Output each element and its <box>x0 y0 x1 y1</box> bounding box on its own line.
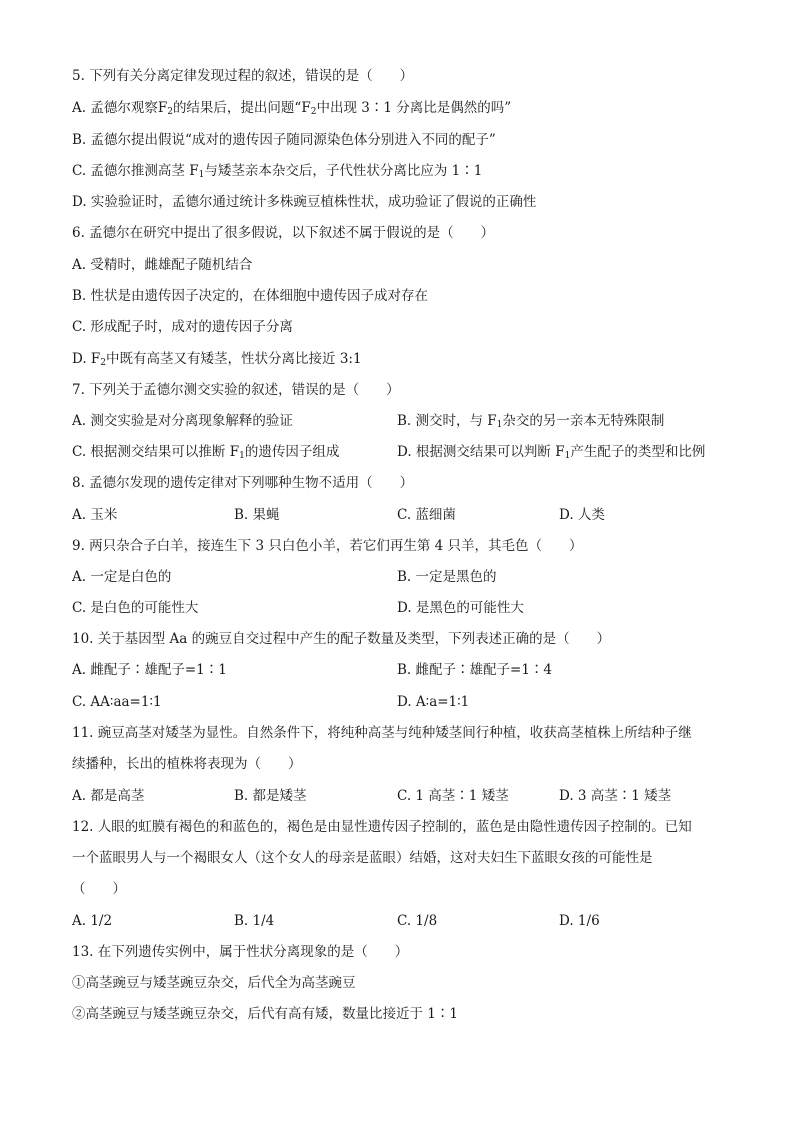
question-8-option-d: D. 人类 <box>559 507 605 523</box>
question-9-option-c: C. 是白色的可能性大 <box>72 600 199 616</box>
question-12-stem-line-2: 一个蓝眼男人与一个褐眼女人（这个女人的母亲是蓝眼）结婚，这对夫妇生下蓝眼女孩的可能性是 <box>72 850 653 866</box>
question-10-option-d: D. A∶a=1∶1 <box>397 694 470 710</box>
question-6-option-c: C. 形成配子时，成对的遗传因子分离 <box>72 319 293 335</box>
question-12-stem-line-3: （ ） <box>72 881 126 897</box>
question-5-option-c: C. 孟德尔推测高茎 $F_1$与矮茎亲本杂交后，子代性状分离比应为 1∶1 <box>72 163 483 180</box>
question-11-option-a: A. 都是高茎 <box>72 788 145 804</box>
question-7-option-b: B. 测交时，与 $F_1$杂交的另一亲本无特殊限制 <box>397 413 665 430</box>
question-10-option-b: B. 雌配子∶雄配子=1∶4 <box>397 662 552 678</box>
question-13-stem: 13. 在下列遗传实例中，属于性状分离现象的是（ ） <box>72 944 409 960</box>
question-12-option-a: A. 1/2 <box>72 913 113 929</box>
question-5-option-b: B. 孟德尔提出假说“成对的遗传因子随同源染色体分别进入不同的配子” <box>72 132 496 148</box>
question-10-option-a: A. 雌配子∶雄配子=1∶1 <box>72 662 227 678</box>
question-13-item-1: ①高茎豌豆与矮茎豌豆杂交，后代全为高茎豌豆 <box>72 975 356 991</box>
question-10-stem: 10. 关于基因型 Aa 的豌豆自交过程中产生的配子数量及类型，下列表述正确的是（ ） <box>72 631 611 647</box>
question-8-option-c: C. 蓝细菌 <box>397 507 456 523</box>
question-9-option-b: B. 一定是黑色的 <box>397 569 497 585</box>
question-12-stem-line-1: 12. 人眼的虹膜有褐色的和蓝色的，褐色是由显性遗传因子控制的，蓝色是由隐性遗传因子控制的。已知 <box>72 819 692 835</box>
question-11-option-d: D. 3 高茎∶1 矮茎 <box>559 788 672 804</box>
question-11-option-b: B. 都是矮茎 <box>234 788 307 804</box>
question-6-option-a: A. 受精时，雌雄配子随机结合 <box>72 257 253 273</box>
question-8-option-a: A. 玉米 <box>72 507 118 523</box>
question-12-option-b: B. 1/4 <box>234 913 275 929</box>
question-5-option-d: D. 实验验证时，孟德尔通过统计多株豌豆植株性状，成功验证了假说的正确性 <box>72 194 537 210</box>
question-9-stem: 9. 两只杂合子白羊，接连生下 3 只白色小羊，若它们再生第 4 只羊，其毛色（ ） <box>72 538 583 554</box>
question-11-option-c: C. 1 高茎∶1 矮茎 <box>397 788 509 804</box>
question-6-option-d: D. $F_2$中既有高茎又有矮茎，性状分离比接近 3:1 <box>72 351 362 368</box>
question-11-stem-line-2: 续播种，长出的植株将表现为（ ） <box>72 756 302 772</box>
question-10-option-c: C. AA∶aa=1∶1 <box>72 694 162 710</box>
question-5-stem: 5. 下列有关分离定律发现过程的叙述，错误的是（ ） <box>72 68 414 84</box>
question-13-item-2: ②高茎豌豆与矮茎豌豆杂交，后代有高有矮，数量比接近于 1∶1 <box>72 1006 458 1022</box>
question-12-option-d: D. 1/6 <box>559 913 600 929</box>
question-11-stem-line-1: 11. 豌豆高茎对矮茎为显性。自然条件下，将纯种高茎与纯种矮茎间行种植，收获高茎植株上所结种子继 <box>72 725 692 741</box>
question-7-option-a: A. 测交实验是对分离现象解释的验证 <box>72 413 293 429</box>
question-9-option-d: D. 是黑色的可能性大 <box>397 600 524 616</box>
question-8-stem: 8. 孟德尔发现的遗传定律对下列哪种生物不适用（ ） <box>72 475 414 491</box>
question-8-option-b: B. 果蝇 <box>234 507 280 523</box>
question-9-option-a: A. 一定是白色的 <box>72 569 172 585</box>
question-5-option-a: A. 孟德尔观察$F_2$的结果后，提出问题“$F_2$中出现 3∶1 分离比是偶然的吗” <box>72 100 512 117</box>
question-7-option-d: D. 根据测交结果可以判断 $F_1$产生配子的类型和比例 <box>397 444 706 461</box>
question-6-stem: 6. 孟德尔在研究中提出了很多假说，以下叙述不属于假说的是（ ） <box>72 225 495 241</box>
question-6-option-b: B. 性状是由遗传因子决定的，在体细胞中遗传因子成对存在 <box>72 288 429 304</box>
question-7-option-c: C. 根据测交结果可以推断 $F_1$的遗传因子组成 <box>72 444 340 461</box>
question-7-stem: 7. 下列关于孟德尔测交实验的叙述，错误的是（ ） <box>72 382 400 398</box>
question-12-option-c: C. 1/8 <box>397 913 438 929</box>
